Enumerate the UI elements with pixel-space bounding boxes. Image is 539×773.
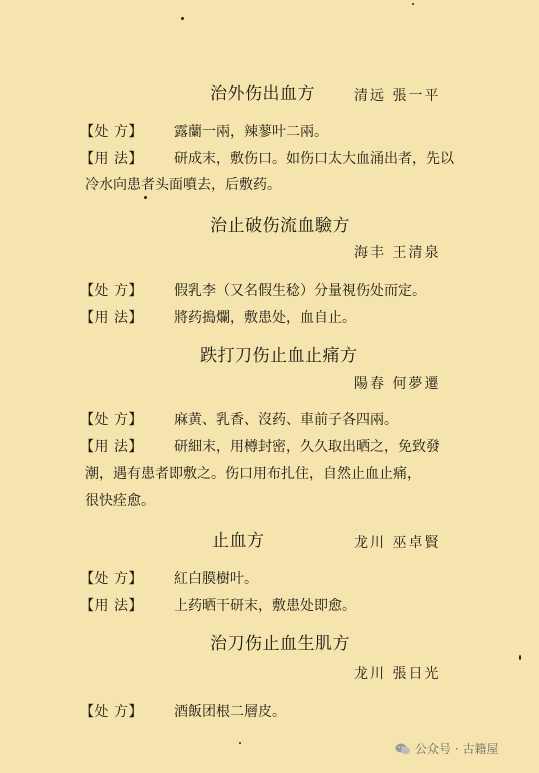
recipe-title: 跌打刀伤止血止痛方 [200,346,358,366]
prescription-text: 紅白膜樹叶。 [174,571,258,587]
recipe-title: 治刀伤止血生肌方 [210,634,350,654]
usage-label: 【用 法】 [80,598,143,614]
recipe-source: 海丰 王清泉 [354,245,441,261]
ink-speck [239,742,241,744]
prescription-label: 【处 方】 [80,704,143,720]
prescription-text: 假乳李（又名假生稔）分量視伤处而定。 [174,283,426,299]
prescription-label: 【处 方】 [80,412,143,428]
recipe-source: 清远 張一平 [354,88,441,104]
usage-label: 【用 法】 [80,151,143,167]
usage-label: 【用 法】 [80,439,143,455]
recipe-source: 龙川 巫卓賢 [354,535,441,551]
recipe-source: 陽春 何夢遷 [354,376,441,392]
recipe-title: 治止破伤流血驗方 [210,216,350,236]
usage-text-continued: 很快痊愈。 [85,493,155,509]
watermark-text: 公众号 · 古籍屋 [415,742,499,756]
ink-speck [181,17,184,20]
usage-text: 研細末，用樽封密，久久取出晒之，免致發 [174,439,440,455]
usage-text: 上药晒干研末，敷患处即愈。 [174,598,356,614]
ink-speck [519,655,521,660]
prescription-text: 露蘭一兩，辣蓼叶二兩。 [174,124,328,140]
usage-text-continued: 潮，遇有患者即敷之。伤口用布扎住，自然止血止痛， [85,466,421,482]
ink-speck [144,196,147,199]
prescription-label: 【处 方】 [80,283,143,299]
wechat-watermark [395,742,498,756]
usage-text: 研成末，敷伤口。如伤口太大血涌出者，先以 [174,151,454,167]
prescription-label: 【处 方】 [80,571,143,587]
wechat-icon [395,742,411,756]
recipe-title: 治外伤出血方 [210,84,315,104]
recipe-title: 止血方 [212,531,265,551]
ink-speck [412,3,414,5]
usage-text-continued: 冷水向患者头面噴去，后敷药。 [85,177,281,193]
recipe-source: 龙川 張日光 [354,666,441,682]
prescription-text: 酒飯团根二層皮。 [174,704,286,720]
usage-text: 將药搗爛，敷患处，血自止。 [174,310,356,326]
prescription-label: 【处 方】 [80,124,143,140]
usage-label: 【用 法】 [80,310,143,326]
prescription-text: 麻黄、乳香、沒药、車前子各四兩。 [174,412,398,428]
